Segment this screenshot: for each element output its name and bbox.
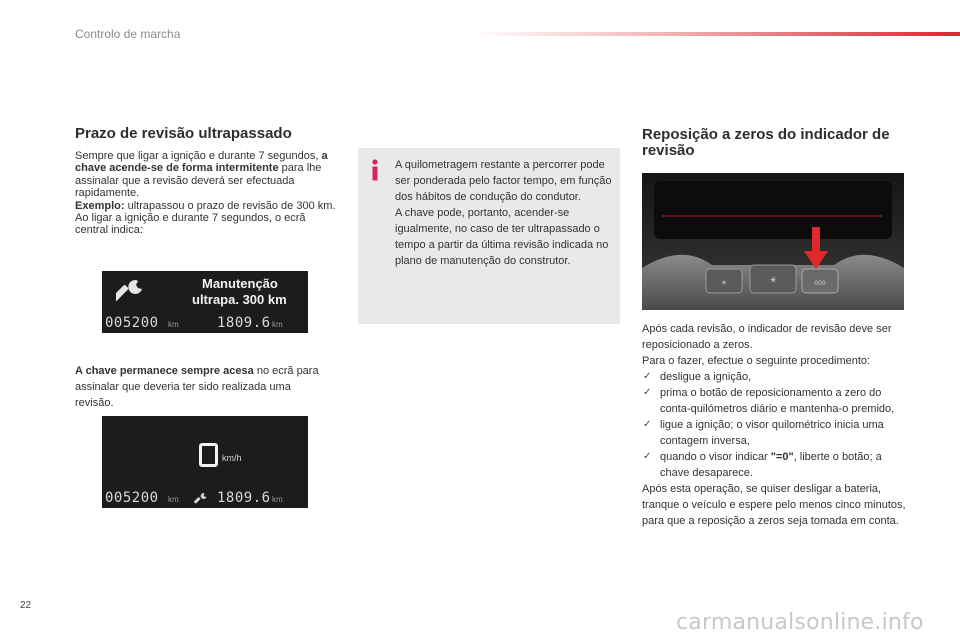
info-text-1: A quilometragem restante a percorrer pode ser ponderada pelo factor tempo, em função dos hábitos de condução do condutor. <box>395 159 612 203</box>
reset-step-4-bold: "=0" <box>770 451 794 463</box>
reset-button-photo <box>642 173 904 310</box>
watermark: carmanualsonline.info <box>676 610 924 635</box>
overdue-text-1: Sempre que ligar a ignição e durante 7 segundos, <box>75 150 322 162</box>
odometer-total: 005200 <box>105 315 159 331</box>
section-title-reset: Reposição a zeros do indicador de revisão <box>642 126 890 159</box>
reset-instructions <box>642 321 908 529</box>
reset-steps-list <box>642 369 908 481</box>
reset-step: ✓ prima o botão de reposicionamento a zero do conta-quilómetros diário e mantenha-o premido, <box>642 385 908 417</box>
header-title: Controlo de marcha <box>75 27 181 41</box>
reset-step: ✓ ligue a ignição; o visor quilométrico inicia uma contagem inversa, <box>642 417 908 449</box>
reset-intro-2: Para o fazer, efectue o seguinte procedimento: <box>642 355 871 367</box>
odometer-total-2: 005200 <box>105 490 159 506</box>
display-intro-text: Ao ligar a ignição e durante 7 segundos, o ecrã central indica: <box>75 212 306 237</box>
key-stays-lit-bold: A chave permanece sempre acesa <box>75 365 254 377</box>
key-stays-lit-text: no ecrã para assinalar que deveria ter sido realizada uma revisão. <box>75 365 319 409</box>
display-line-2: ultrapa. 300 km <box>192 292 287 307</box>
odometer-total-unit: km <box>168 320 179 329</box>
display-line-1: Manutenção <box>202 276 278 291</box>
example-label: Exemplo: <box>75 199 125 212</box>
svg-text:000: 000 <box>814 280 826 287</box>
reset-outro: Após esta operação, se quiser desligar a bateria, tranque o veículo e espere pelo menos cinco minutos, para que a reposição a zeros seja tomada em conta. <box>642 483 906 527</box>
reset-intro-1: Após cada revisão, o indicador de revisão deve ser reposicionado a zeros. <box>642 323 892 351</box>
wrench-icon-small <box>194 492 208 506</box>
info-text-2: A chave pode, portanto, acender-se igualmente, no caso de ter ultrapassado o tempo a partir da última revisão indicada no plano de manutenção do construtor. <box>395 207 609 267</box>
example-text: ultrapassou o prazo de revisão de 300 km. <box>124 199 336 212</box>
odometer-trip: 1809.6 <box>217 315 271 331</box>
overdue-text-2: para lhe assinalar que a revisão deverá ser efectuada rapidamente. <box>75 162 322 200</box>
overdue-text-bold: a chave acende-se de forma intermitente <box>75 150 328 175</box>
reset-step: ✓ desligue a ignição, <box>642 369 908 385</box>
odometer-total-unit-2: km <box>168 495 179 504</box>
section-title-overdue: Prazo de revisão ultrapassado <box>75 125 292 142</box>
header-accent-bar <box>470 32 960 36</box>
reset-step-4-part-1: quando o visor indicar <box>660 451 771 463</box>
reset-step-4-part-2: , liberte o botão; a chave desaparece. <box>660 451 882 479</box>
speed-digit <box>199 443 218 467</box>
page-number: 22 <box>20 600 32 611</box>
speed-unit: km/h <box>222 453 242 463</box>
instrument-display-maintenance <box>102 271 308 333</box>
overdue-paragraph <box>75 150 340 237</box>
wrench-icon <box>116 277 146 311</box>
info-text <box>395 157 617 269</box>
dashboard-reset-button-image <box>642 173 904 310</box>
odometer-trip-unit-2: km <box>272 495 283 504</box>
reset-step <box>642 449 908 481</box>
instrument-display-speed <box>102 416 308 508</box>
svg-text:☀: ☀ <box>768 276 778 286</box>
odometer-trip-unit: km <box>272 320 283 329</box>
odometer-trip-2: 1809.6 <box>217 490 271 506</box>
info-icon <box>370 159 380 181</box>
info-box <box>358 148 620 324</box>
svg-text:☀: ☀ <box>720 279 728 287</box>
key-stays-lit-paragraph <box>75 363 330 411</box>
